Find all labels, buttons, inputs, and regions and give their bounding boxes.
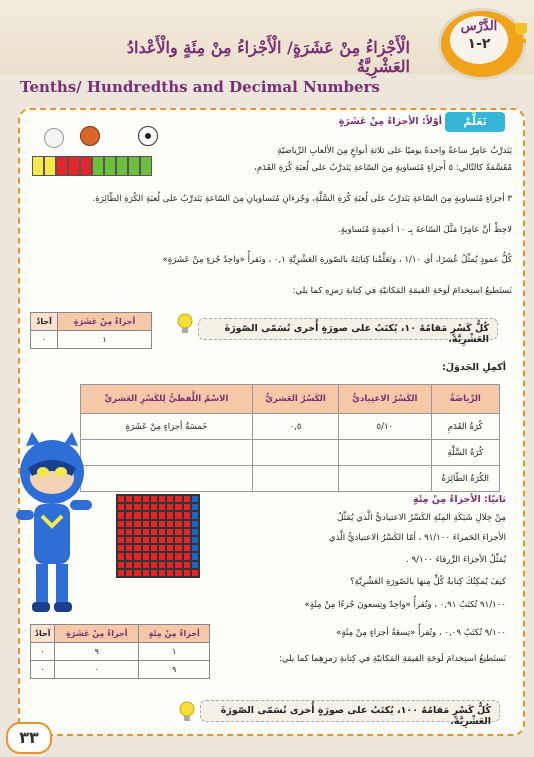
- grid-cell-red: [183, 552, 191, 560]
- cartoon-hero-image: [12, 430, 96, 620]
- s1-line-6: نَستَطيعُ استِخدامَ لَوحَةِ القيمَةِ المَكانيّةِ في كِتابةِ رَمزِهِ كما يلي:: [292, 286, 512, 296]
- grid-cell-red: [150, 536, 158, 544]
- pv2-header-tenths: أجزاءٌ مِنْ عَشَرَةٍ: [55, 625, 139, 643]
- s1-line-1: يَتَدرَّبُ عامِرٌ ساعةً واحدةً يوميًا على ثلاثةِ أنواعٍ مِنَ الألعابِ الرِّياضيّةِ: [277, 146, 512, 156]
- basketball-icon: [80, 126, 100, 146]
- grid-cell-blue: [191, 552, 199, 560]
- grid-cell-red: [150, 569, 158, 577]
- grid-cell-red: [142, 503, 150, 511]
- s2-line-5: ٩١/١٠٠ تُكتَبُ ٠,٩١ ، وتُقرأُ «واحِدٌ وتِسعونَ جُزءًا مِنْ مِئَةٍ»: [304, 600, 506, 610]
- grid-cell-red: [133, 520, 141, 528]
- s1-line-3: ٣ أجزاءٍ مُتَساويةٍ مِنَ السّاعةِ يَتَدرَّبُ على لُعبَةِ كُرَةِ السَّلَّةِ، وجُزءانِ مُتَساويانِ مِنَ السّاعةِ يَتَدرَّبُ على لُعبَةِ الكُرَةِ الطّائِرَةِ.: [92, 194, 512, 204]
- grid-cell-red: [183, 569, 191, 577]
- table-row: [81, 414, 500, 440]
- grid-cell-blue: [191, 528, 199, 536]
- grid-cell-red: [183, 520, 191, 528]
- grid-cell-red: [174, 561, 182, 569]
- grid-cell-red: [117, 503, 125, 511]
- pv2-r2-tenths: ٠: [55, 661, 139, 679]
- grid-cell-red: [150, 503, 158, 511]
- strip-yellow-2: [44, 156, 56, 176]
- soccer-ball-icon: [138, 126, 158, 146]
- pv2-r1-ones: ٠: [31, 643, 55, 661]
- section2-heading: ثانيًا: الأجزاءُ مِنْ مِئَةٍ: [412, 494, 506, 505]
- grid-cell-red: [142, 536, 150, 544]
- grid-cell-red: [133, 528, 141, 536]
- grid-cell-red: [117, 495, 125, 503]
- row1-sport: كُرَةُ القَدَمِ: [431, 414, 499, 440]
- lesson-badge-inner: [450, 16, 508, 64]
- lesson-title-arabic: الْأَجْزاءُ مِنْ عَشَرَةٍ/ الْأَجْزاءُ مِنْ مِئَةٍ والْأَعْدادُ العَشْرِيَّةُ: [126, 38, 410, 76]
- grid-cell-red: [117, 528, 125, 536]
- hundred-grid: [116, 494, 200, 578]
- grid-cell-red: [117, 569, 125, 577]
- strip-red-3: [80, 156, 92, 176]
- grid-cell-red: [125, 495, 133, 503]
- grid-cell-red: [166, 503, 174, 511]
- row3-sport: الكُرَةُ الطّائِرَةُ: [431, 466, 499, 492]
- grid-cell-blue: [191, 520, 199, 528]
- grid-cell-red: [142, 544, 150, 552]
- grid-cell-red: [125, 511, 133, 519]
- table-row: [81, 440, 500, 466]
- learn-tab: تَعَلَّمْ: [445, 112, 505, 132]
- grid-cell-red: [183, 561, 191, 569]
- grid-cell-red: [125, 536, 133, 544]
- s2-line-3: يُمَثِّلُ الأجزاءَ الزَّرقاءَ ٩/١٠٠ .: [406, 555, 506, 565]
- grid-cell-red: [125, 569, 133, 577]
- grid-cell-red: [125, 561, 133, 569]
- grid-cell-red: [150, 552, 158, 560]
- row2-sport: كُرَةُ السَّلَّةِ: [431, 440, 499, 466]
- grid-cell-red: [158, 561, 166, 569]
- tenths-rule-note: كُلُّ كَسْرٍ مَقامُهُ ١٠، يُكتَبُ على صورَةٍ أُخرى تُسَمّى الصّورَةَ العَشْرِيَّةَ.: [198, 318, 498, 340]
- grid-cell-red: [142, 495, 150, 503]
- grid-cell-red: [174, 528, 182, 536]
- grid-cell-red: [166, 536, 174, 544]
- grid-cell-red: [133, 511, 141, 519]
- grid-cell-red: [174, 511, 182, 519]
- pv1-tenths-value: ١: [58, 331, 152, 349]
- grid-cell-red: [183, 495, 191, 503]
- pv1-header-ones: آحادٌ: [31, 313, 58, 331]
- lightbulb-icon: [178, 700, 196, 724]
- row2-fraction-blank[interactable]: [339, 440, 432, 466]
- grid-cell-red: [142, 520, 150, 528]
- grid-cell-red: [133, 503, 141, 511]
- grid-cell-red: [166, 544, 174, 552]
- s2-line-2: الأجزاءَ الحَمراءَ ٩١/١٠٠ ، أمّا الكَسْرُ الاعتياديُّ الَّذي: [328, 533, 506, 543]
- volleyball-icon: [44, 128, 64, 148]
- grid-cell-red: [117, 544, 125, 552]
- grid-cell-red: [183, 511, 191, 519]
- strip-green-2: [104, 156, 116, 176]
- table-row: [81, 466, 500, 492]
- grid-cell-red: [174, 520, 182, 528]
- col-header-common-fraction: الكَسْرُ الاعتِياديُّ: [339, 385, 432, 414]
- s1-line-5: كُلُّ عمودٍ يُمثِّلُ عُشرًا، أي ١/١٠ ، وتَعَلَّمْنا كِتابَتَهُ بالصّورةِ العَشْرِيَّةِ ٠,١ ، ونَقرأُ «واحِدُ جُزءٍ مِنْ عَشَرَةٍ»: [162, 255, 512, 265]
- grid-cell-red: [183, 528, 191, 536]
- grid-cell-red: [133, 544, 141, 552]
- strip-red-1: [56, 156, 68, 176]
- grid-cell-red: [174, 569, 182, 577]
- table-row: [31, 661, 210, 679]
- grid-cell-red: [174, 503, 182, 511]
- pv2-r2-ones: ٠: [31, 661, 55, 679]
- grid-cell-red: [133, 552, 141, 560]
- grid-cell-red: [158, 503, 166, 511]
- grid-cell-red: [142, 569, 150, 577]
- grid-cell-blue: [191, 536, 199, 544]
- grid-cell-red: [150, 544, 158, 552]
- grid-cell-red: [133, 536, 141, 544]
- grid-cell-red: [117, 552, 125, 560]
- grid-cell-red: [166, 511, 174, 519]
- grid-cell-red: [166, 495, 174, 503]
- lesson-number: ٢-١: [467, 36, 491, 52]
- grid-cell-red: [166, 561, 174, 569]
- trophy-icon: [512, 22, 530, 44]
- grid-cell-red: [166, 520, 174, 528]
- strip-green-5: [140, 156, 152, 176]
- place-value-table-tenths: [30, 312, 152, 349]
- grid-cell-red: [158, 544, 166, 552]
- grid-cell-red: [158, 528, 166, 536]
- row2-decimal-blank[interactable]: [252, 440, 338, 466]
- grid-cell-red: [166, 569, 174, 577]
- grid-cell-blue: [191, 511, 199, 519]
- grid-cell-red: [150, 528, 158, 536]
- grid-cell-blue: [191, 561, 199, 569]
- s1-line-2: مُقَسَّمَةً كالتّالي: ٥ أَجزاءٍ مُتَساويةٍ مِنَ السّاعةِ يَتَدرَّبُ على لُعبَةِ كُرَةِ القَدَمِ،: [254, 163, 512, 173]
- lesson-word: الدَّرْس: [460, 19, 498, 34]
- row1-fraction: ٥/١٠: [339, 414, 432, 440]
- grid-cell-red: [166, 552, 174, 560]
- grid-cell-red: [183, 544, 191, 552]
- grid-cell-blue: [191, 503, 199, 511]
- grid-cell-red: [158, 569, 166, 577]
- grid-cell-red: [174, 544, 182, 552]
- grid-cell-red: [158, 536, 166, 544]
- pv1-header-tenths: أجزاءٌ مِنْ عَشَرَةٍ: [58, 313, 152, 331]
- grid-cell-red: [158, 520, 166, 528]
- grid-cell-red: [150, 561, 158, 569]
- pv2-r2-hundredths: ٩: [139, 661, 210, 679]
- pv2-r1-hundredths: ١: [139, 643, 210, 661]
- grid-cell-red: [117, 561, 125, 569]
- lightbulb-icon: [176, 312, 194, 336]
- strip-red-2: [68, 156, 80, 176]
- pv2-header-hundredths: أجزاءٌ مِنْ مِئَةٍ: [139, 625, 210, 643]
- strip-green-4: [128, 156, 140, 176]
- col-header-sport: الرِّياضَةُ: [431, 385, 499, 414]
- grid-cell-red: [142, 552, 150, 560]
- grid-cell-red: [183, 536, 191, 544]
- strip-yellow-1: [32, 156, 44, 176]
- grid-cell-red: [125, 552, 133, 560]
- strip-green-1: [92, 156, 104, 176]
- grid-cell-blue: [191, 495, 199, 503]
- grid-cell-red: [142, 561, 150, 569]
- s1-line-4: لاحِظْ أنَّ عامِرًا مَثَّلَ السّاعةَ بِـ ١٠ أعمِدةٍ مُتَساويةٍ.: [337, 225, 512, 235]
- row1-decimal: ٠,٥: [252, 414, 338, 440]
- grid-cell-red: [133, 569, 141, 577]
- grid-cell-red: [125, 520, 133, 528]
- row3-decimal-blank[interactable]: [252, 466, 338, 492]
- grid-cell-red: [150, 511, 158, 519]
- row1-verbal: خَمسَةُ أجزاءٍ مِنْ عَشَرَةٍ: [81, 414, 253, 440]
- grid-cell-red: [191, 569, 199, 577]
- place-value-table-hundredths: [30, 624, 210, 679]
- grid-cell-red: [158, 495, 166, 503]
- s2-line-6: ٩/١٠٠ تُكتَبُ ٠,٠٩ ، وتُقرأُ «تِسعَةُ أجزاءٍ مِنْ مِئَةٍ»: [336, 628, 506, 638]
- grid-cell-red: [117, 536, 125, 544]
- grid-cell-red: [142, 528, 150, 536]
- table-row: [31, 643, 210, 661]
- grid-cell-red: [166, 528, 174, 536]
- grid-cell-red: [133, 561, 141, 569]
- grid-cell-red: [158, 511, 166, 519]
- col-header-verbal-name: الاسْمُ اللَّفظيُّ لِلكَسْرِ العَشريِّ: [81, 385, 253, 414]
- grid-cell-red: [150, 520, 158, 528]
- row2-verbal-blank[interactable]: [81, 440, 253, 466]
- grid-cell-red: [174, 552, 182, 560]
- hundredths-rule-note: كُلُّ كَسْرٍ مَقامُهُ ١٠٠، يُكتَبُ على صورَةٍ أُخرى تُسَمّى الصّورَةَ العَشْرِيَّةَ.: [200, 700, 500, 722]
- grid-cell-red: [158, 552, 166, 560]
- lesson-title-english: Tenths/ Hundredths and Decimal Numbers: [20, 78, 380, 96]
- hour-strip: [32, 156, 152, 176]
- page-number: ٣٣: [6, 722, 52, 754]
- grid-cell-red: [150, 495, 158, 503]
- grid-cell-red: [133, 495, 141, 503]
- section1-heading: أوّلاً: الأجزاءُ مِنْ عَشَرَةٍ: [338, 116, 442, 127]
- grid-cell-red: [117, 511, 125, 519]
- grid-cell-red: [125, 544, 133, 552]
- grid-cell-blue: [191, 544, 199, 552]
- grid-cell-red: [117, 520, 125, 528]
- s2-line-1: مِنْ خِلالِ شَبَكَةِ المِئَةِ الكَسْرُ الاعتياديُّ الَّذي يُمَثِّلُ: [337, 513, 506, 523]
- s2-line-4: كيفَ يُمكِنُكَ كِتابةُ كُلٍّ مِنها بالصّورَةِ العَشْرِيَّةِ؟: [350, 577, 506, 587]
- complete-table-label: أكمِلِ الجَدوَلَ:: [441, 362, 506, 373]
- grid-cell-red: [174, 536, 182, 544]
- col-header-decimal: الكَسْرُ العَشريُّ: [252, 385, 338, 414]
- grid-cell-red: [125, 503, 133, 511]
- strip-green-3: [116, 156, 128, 176]
- pv2-header-ones: آحادٌ: [31, 625, 55, 643]
- grid-cell-red: [142, 511, 150, 519]
- row3-fraction-blank[interactable]: [339, 466, 432, 492]
- grid-cell-red: [174, 495, 182, 503]
- pv2-r1-tenths: ٩: [55, 643, 139, 661]
- grid-cell-red: [183, 503, 191, 511]
- sports-fraction-table: [80, 384, 500, 492]
- pv1-ones-value: ٠: [31, 331, 58, 349]
- row3-verbal-blank[interactable]: [81, 466, 253, 492]
- s2-line-7: نَستَطيعُ استِخدامَ لَوحَةِ القيمَةِ المَكانيّةِ في كِتابةِ رَمزِهِما كما يلي:: [279, 654, 506, 664]
- grid-cell-red: [125, 528, 133, 536]
